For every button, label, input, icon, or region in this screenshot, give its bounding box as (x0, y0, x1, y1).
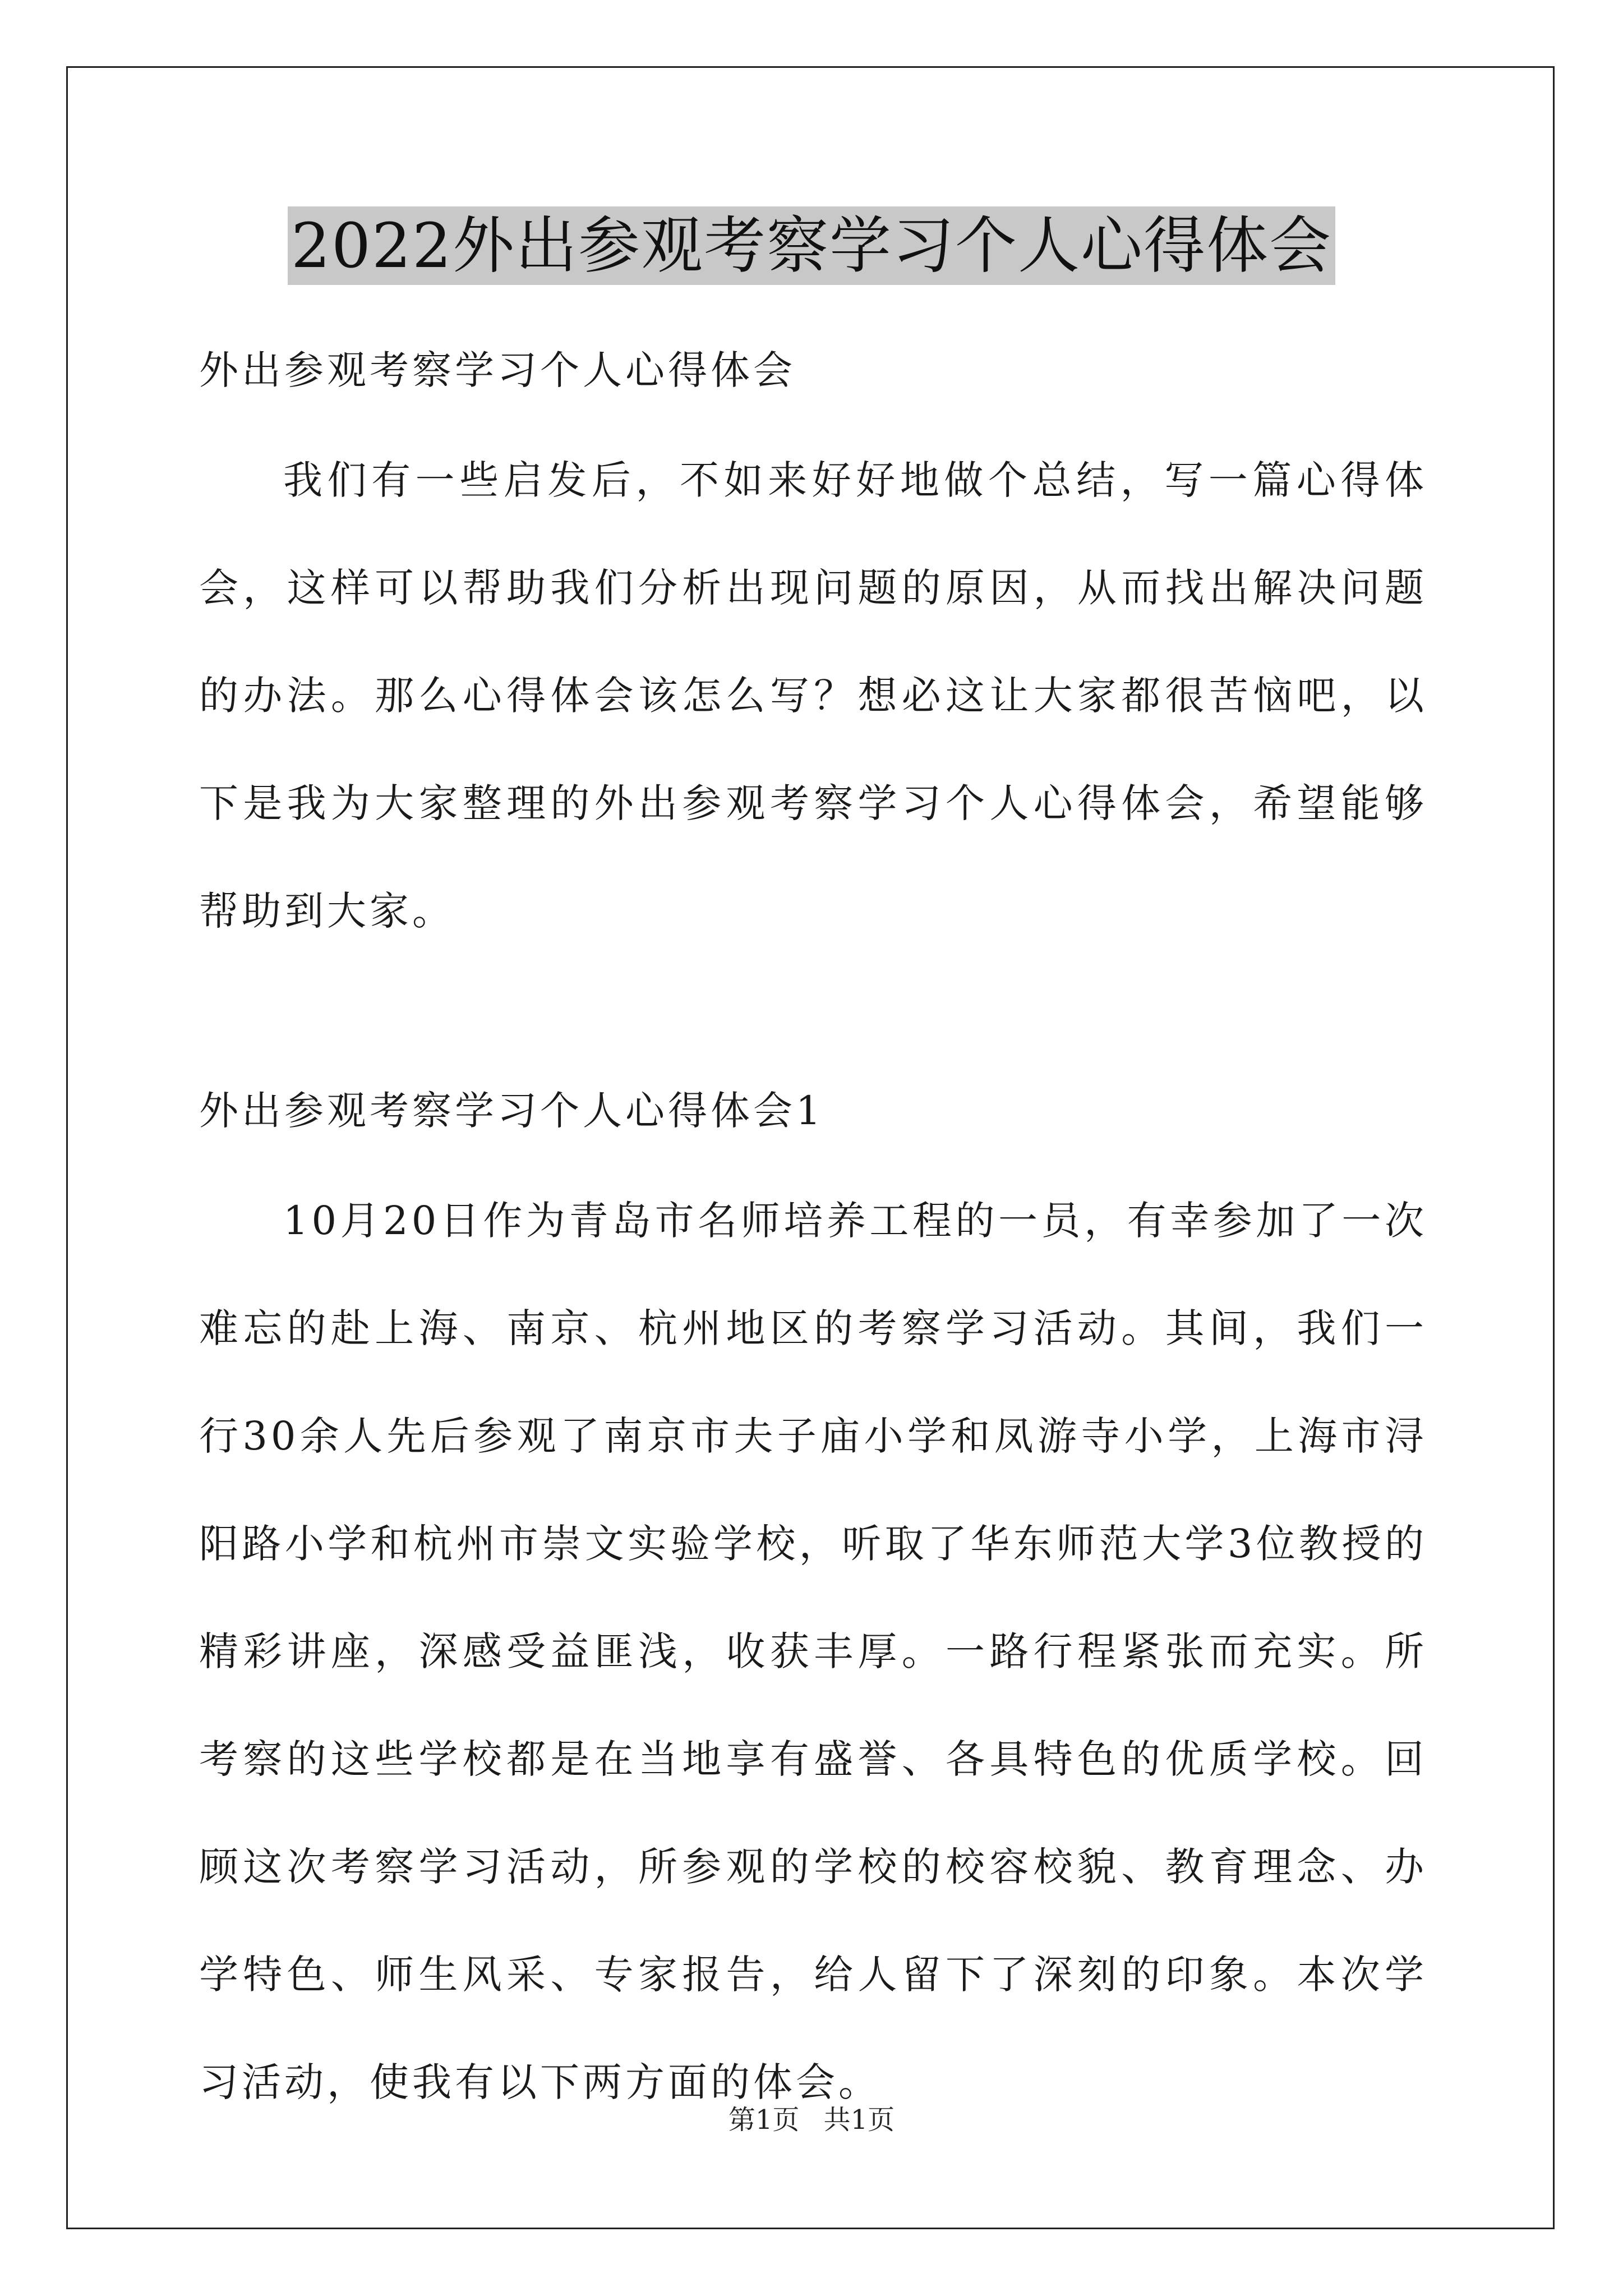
intro-heading: 外出参观考察学习个人心得体会 (199, 347, 796, 393)
section1-paragraph: 10月20日作为青岛市名师培养工程的一员，有幸参加了一次难忘的赴上海、南京、杭州地区的考察学习活动。其间，我们一行30余人先后参观了南京市夫子庙小学和凤游寺小学，上海市浔阳路小学和杭州市崇文实验学校，听取了华东师范大学3位教授的精彩讲座，深感受益匪浅，收获丰厚。一路行程紧张而充实。所考察的这些学校都是在当地享有盛誉、各具特色的优质学校。回顾这次考察学习活动，所参观的学校的校容校貌、教育理念、办学特色、师生风采、专家报告，给人留下了深刻的印象。本次学习活动，使我有以下两方面的体会。 (199, 1198, 1427, 2105)
page-footer (0, 2098, 1623, 2137)
page-number-current: 第1页 (728, 2104, 800, 2136)
section1-heading: 外出参观考察学习个人心得体会1 (199, 1088, 824, 1134)
title-container (0, 206, 1623, 285)
document-title: 2022外出参观考察学习个人心得体会 (288, 206, 1335, 285)
page-number-total: 共1页 (823, 2104, 895, 2136)
intro-paragraph: 我们有一些启发后，不如来好好地做个总结，写一篇心得体会，这样可以帮助我们分析出现问题的原因，从而找出解决问题的办法。那么心得体会该怎么写？想必这让大家都很苦恼吧，以下是我为大家整理的外出参观考察学习个人心得体会，希望能够帮助到大家。 (199, 457, 1427, 934)
document-body (199, 314, 1427, 2136)
